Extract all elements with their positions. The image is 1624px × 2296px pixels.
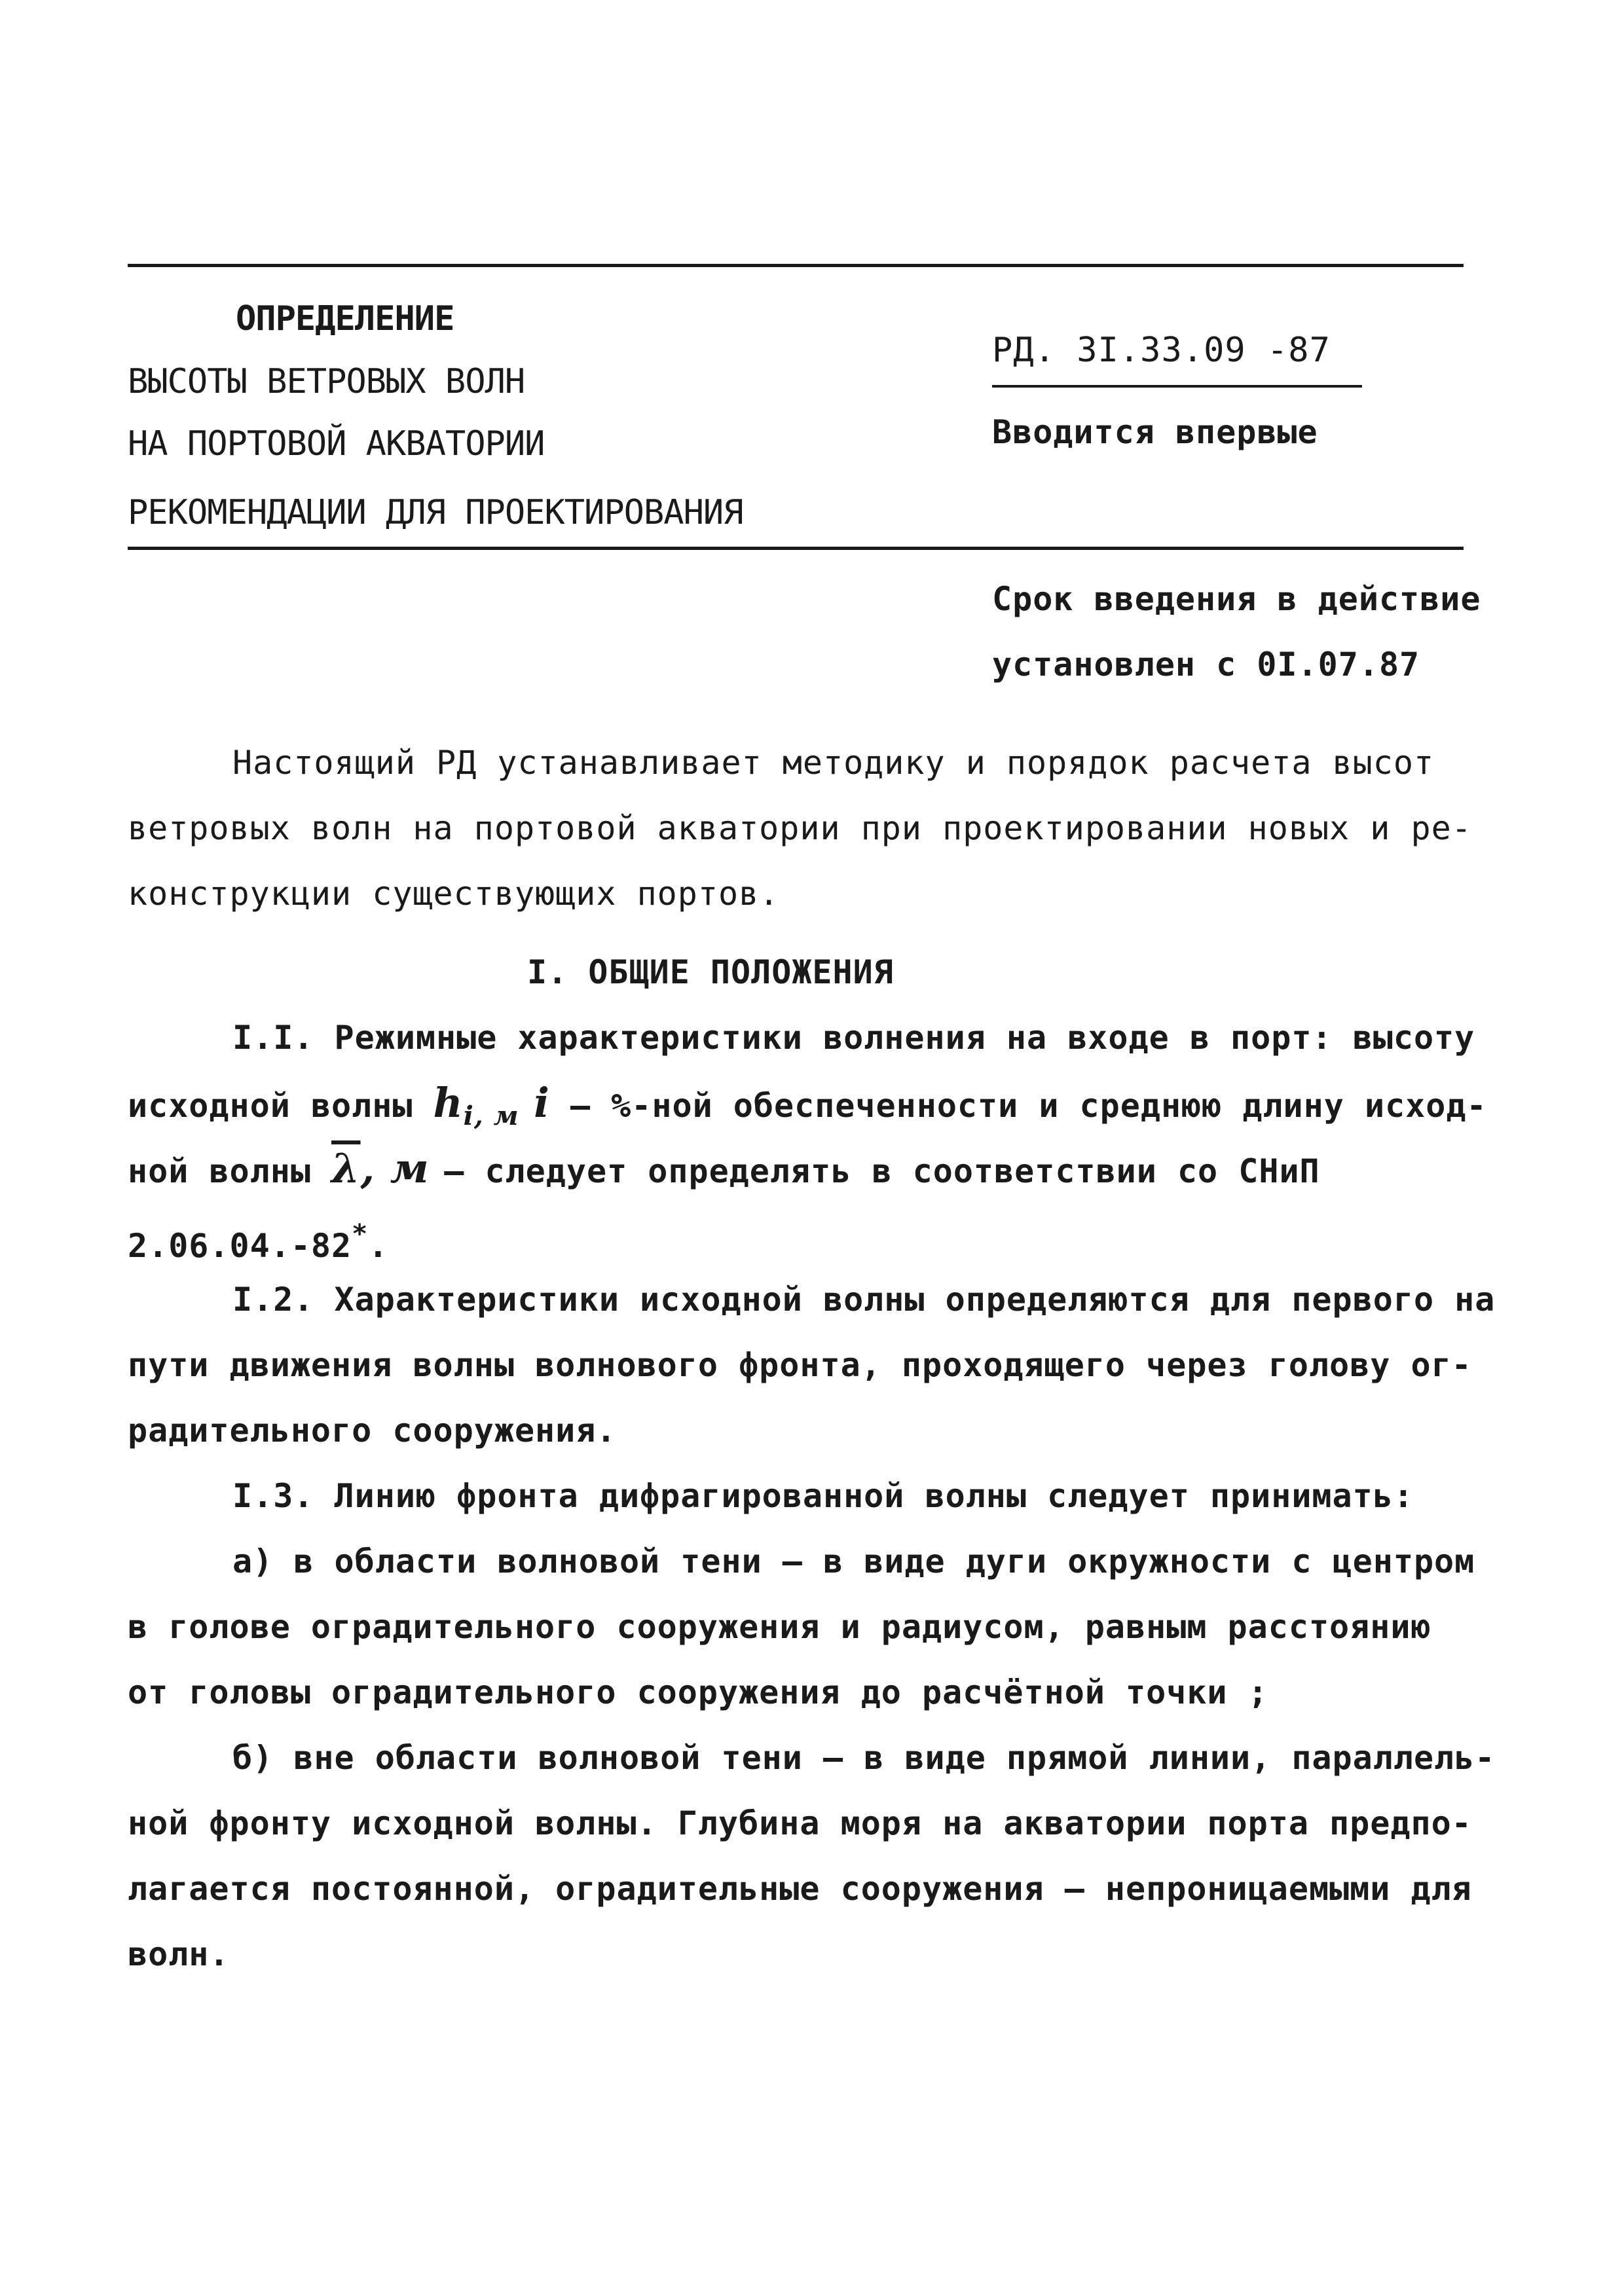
p13-line-1: I.3. Линию фронта дифрагированной волны следует принимать:	[232, 1477, 1414, 1515]
p13-line-6: ной фронту исходной волны. Глубина моря на акватории порта предпо-	[128, 1804, 1472, 1842]
p13-line-2: а) в области волновой тени – в виде дуги окружности с центром	[232, 1542, 1475, 1580]
header-top-rule	[128, 264, 1464, 267]
wave-height-letter: h	[433, 1079, 464, 1127]
doc-code-underline	[992, 385, 1362, 388]
snip-asterisk: *	[352, 1219, 369, 1249]
title-line-1: ОПРЕДЕЛЕНИЕ	[236, 299, 454, 338]
p11-line-4	[128, 1214, 388, 1266]
intro-status: Вводится впервые	[992, 413, 1318, 451]
p13-line-4: от головы оградительного сооружения до расчётной точки ;	[128, 1673, 1268, 1711]
title-line-3: НА ПОРТОВОЙ АКВАТОРИИ	[128, 424, 545, 464]
title-line-2: ВЫСОТЫ ВЕТРОВЫХ ВОЛН	[128, 362, 525, 401]
p11-line-1: I.I. Режимные характеристики волнения на входе в порт: высоту	[232, 1019, 1475, 1057]
p13-line-7: лагается постоянной, оградительные сооружения – непроницаемыми для	[128, 1870, 1472, 1908]
p13-line-3: в голове оградительного сооружения и радиусом, равным расстоянию	[128, 1608, 1431, 1646]
p11-line-3-text-a: ной волны	[128, 1152, 311, 1190]
header-bottom-rule	[128, 547, 1464, 550]
p11-line-2-text-b: – %-ной обеспеченности и среднюю длину исход-	[570, 1087, 1487, 1125]
p11-line-3	[128, 1144, 1320, 1192]
snip-reference: 2.06.04.-82	[128, 1227, 352, 1265]
probability-symbol: i	[534, 1079, 550, 1127]
p11-line-2-text-a: исходной волны	[128, 1087, 413, 1125]
p11-line-2	[128, 1079, 1487, 1136]
snip-period: .	[368, 1227, 389, 1265]
section-heading: I. ОБЩИЕ ПОЛОЖЕНИЯ	[527, 953, 894, 991]
intro-line-2: ветровых волн на портовой акватории при проектировании новых и ре-	[128, 809, 1472, 847]
p12-line-2: пути движения волны волнового фронта, проходящего через голову ог-	[128, 1346, 1472, 1384]
p13-line-5: б) вне области волновой тени – в виде прямой линии, параллель-	[232, 1739, 1496, 1777]
p12-line-3: радительного сооружения.	[128, 1412, 617, 1449]
doc-code: РД. 3I.33.09 -87	[992, 331, 1331, 370]
wave-length-symbol	[331, 1144, 444, 1192]
wave-length-letter: $\overline{\lambda}$	[331, 1144, 361, 1192]
effective-date-line-2: установлен с 0I.07.87	[992, 646, 1420, 683]
effective-date-line-1: Срок введения в действие	[992, 580, 1481, 618]
wave-height-symbol	[433, 1079, 534, 1131]
intro-line-1: Настоящий РД устанавливает методику и порядок расчета высот	[232, 744, 1435, 782]
p12-line-1: I.2. Характеристики исходной волны определяются для первого на	[232, 1281, 1496, 1319]
wave-height-subscript: i, м	[463, 1101, 519, 1131]
title-line-4: РЕКОМЕНДАЦИИ ДЛЯ ПРОЕКТИРОВАНИЯ	[128, 493, 743, 532]
wave-length-unit: , м	[360, 1144, 430, 1192]
p11-line-3-text-b: – следует определять в соответствии со СНиП	[444, 1152, 1320, 1190]
p13-line-8: волн.	[128, 1935, 230, 1973]
intro-line-3: конструкции существующих портов.	[128, 875, 780, 913]
